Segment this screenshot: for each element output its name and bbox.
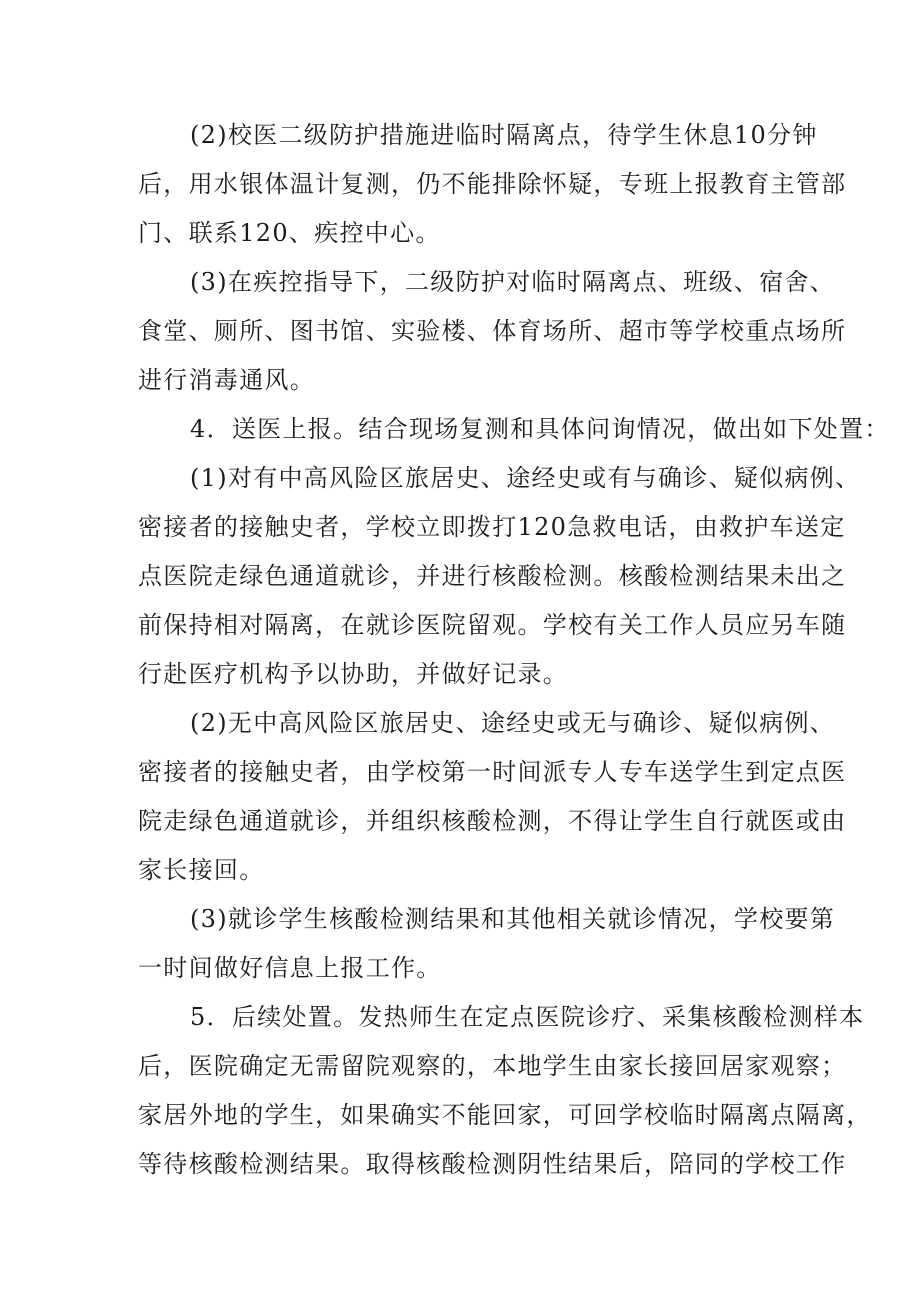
text-line: 密接者的接触史者，由学校第一时间派专人专车送学生到定点医	[138, 758, 847, 786]
text-line: 后，医院确定无需留院观察的，本地学生由家长接回居家观察；	[138, 1052, 847, 1080]
text-line: 院走绿色通道就诊，并组织核酸检测，不得让学生自行就医或由	[138, 807, 847, 835]
text-line: 食堂、厕所、图书馆、实验楼、体育场所、超市等学校重点场所	[138, 317, 847, 345]
text-line: 家长接回。	[138, 856, 265, 884]
text-line: 家居外地的学生，如果确实不能回家，可回学校临时隔离点隔离，	[138, 1101, 872, 1129]
text-line: 后，用水银体温计复测，仍不能排除怀疑，专班上报教育主管部	[138, 170, 847, 198]
text-line: (1)对有中高风险区旅居史、途经史或有与确诊、疑似病例、	[190, 464, 861, 492]
text-line: 前保持相对隔离，在就诊医院留观。学校有关工作人员应另车随	[138, 611, 847, 639]
text-line: 5．后续处置。发热师生在定点医院诊疗、采集核酸检测样本	[190, 1003, 865, 1031]
text-line: 一时间做好信息上报工作。	[138, 954, 442, 982]
text-line: 进行消毒通风。	[138, 366, 316, 394]
text-line: 行赴医疗机构予以协助，并做好记录。	[138, 660, 569, 688]
text-line: (2)无中高风险区旅居史、途经史或无与确诊、疑似病例、	[190, 709, 836, 737]
text-line: 密接者的接触史者，学校立即拨打120急救电话，由救护车送定	[138, 513, 846, 541]
text-line: (2)校医二级防护措施进临时隔离点，待学生休息10分钟	[190, 121, 818, 149]
text-line: 4．送医上报。结合现场复测和具体问询情况，做出如下处置：	[190, 415, 890, 443]
text-line: 门、联系120、疾控中心。	[138, 219, 441, 247]
text-line: 点医院走绿色通道就诊，并进行核酸检测。核酸检测结果未出之	[138, 562, 847, 590]
text-line: (3)就诊学生核酸检测结果和其他相关就诊情况，学校要第	[190, 905, 836, 933]
text-line: (3)在疾控指导下，二级防护对临时隔离点、班级、宿舍、	[190, 268, 836, 296]
text-line: 等待核酸检测结果。取得核酸检测阴性结果后，陪同的学校工作	[138, 1150, 847, 1178]
